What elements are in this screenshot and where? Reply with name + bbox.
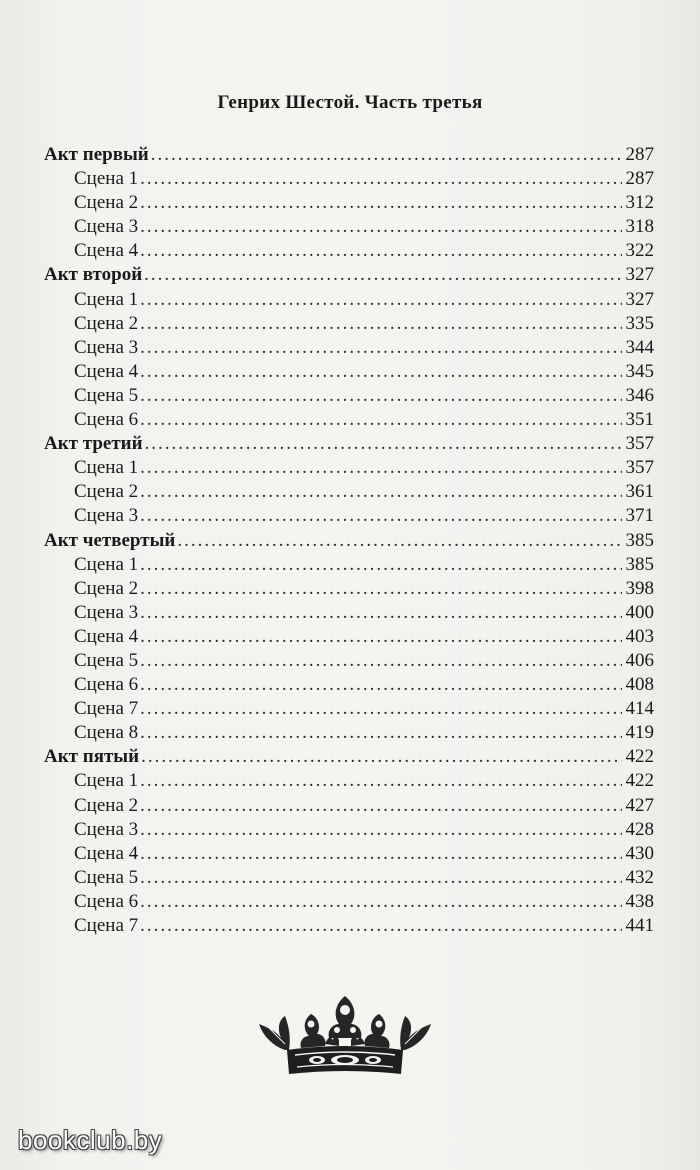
toc-entry-label: Акт пятый xyxy=(44,746,140,768)
toc-page-number: 398 xyxy=(625,577,654,599)
toc-page-number: 287 xyxy=(625,168,654,190)
toc-page-number: 422 xyxy=(625,746,654,768)
toc-entry-label: Сцена 6 xyxy=(74,409,139,431)
dot-leader xyxy=(140,215,621,239)
toc-page-number: 428 xyxy=(625,818,654,840)
toc-page-number: 438 xyxy=(625,890,654,912)
toc-entry-label: Акт второй xyxy=(44,264,143,286)
toc-page-number: 430 xyxy=(625,842,654,864)
toc-scene-entry xyxy=(44,794,654,818)
dot-leader xyxy=(140,625,621,649)
toc-entry-label: Сцена 5 xyxy=(74,866,139,888)
toc-scene-entry xyxy=(44,601,654,625)
toc-entry-label: Сцена 2 xyxy=(74,192,139,214)
toc-page-number: 403 xyxy=(625,625,654,647)
toc-scene-entry xyxy=(44,625,654,649)
toc-entry-label: Сцена 1 xyxy=(74,553,139,575)
toc-scene-entry xyxy=(44,215,654,239)
dot-leader xyxy=(151,143,622,167)
toc-entry-label: Акт четвертый xyxy=(44,529,176,551)
toc-page-number: 312 xyxy=(625,192,654,214)
toc-scene-entry xyxy=(44,914,654,938)
toc-act-entry xyxy=(44,745,654,769)
toc-page-number: 422 xyxy=(625,770,654,792)
dot-leader xyxy=(140,794,621,818)
dot-leader xyxy=(140,866,621,890)
dot-leader xyxy=(140,818,621,842)
dot-leader xyxy=(140,697,621,721)
toc-entry-label: Сцена 6 xyxy=(74,890,139,912)
dot-leader xyxy=(140,649,621,673)
toc-act-entry xyxy=(44,432,654,456)
toc-scene-entry xyxy=(44,577,654,601)
dot-leader xyxy=(140,914,621,938)
toc-entry-label: Сцена 4 xyxy=(74,240,139,262)
dot-leader xyxy=(140,890,621,914)
toc-entry-label: Сцена 4 xyxy=(74,625,139,647)
toc-page-number: 345 xyxy=(625,360,654,382)
toc-page-number: 432 xyxy=(625,866,654,888)
dot-leader xyxy=(177,529,621,553)
toc-entry-label: Сцена 7 xyxy=(74,698,139,720)
dot-leader xyxy=(140,288,621,312)
toc-entry-label: Сцена 1 xyxy=(74,770,139,792)
toc-scene-entry xyxy=(44,818,654,842)
toc-scene-entry xyxy=(44,239,654,263)
toc-entry-label: Сцена 3 xyxy=(74,505,139,527)
dot-leader xyxy=(140,601,621,625)
dot-leader xyxy=(140,384,621,408)
toc-scene-entry xyxy=(44,553,654,577)
toc-entry-label: Сцена 3 xyxy=(74,216,139,238)
toc-scene-entry xyxy=(44,336,654,360)
toc-page-number: 287 xyxy=(625,144,654,165)
toc-page-number: 385 xyxy=(625,529,654,551)
toc-entry-label: Сцена 2 xyxy=(74,577,139,599)
toc-entry-label: Сцена 5 xyxy=(74,649,139,671)
dot-leader xyxy=(140,191,621,215)
toc-page-number: 322 xyxy=(625,240,654,262)
toc-scene-entry xyxy=(44,360,654,384)
toc-page-number: 408 xyxy=(625,674,654,696)
toc-scene-entry xyxy=(44,504,654,528)
toc-page-number: 419 xyxy=(625,722,654,744)
toc-scene-entry xyxy=(44,167,654,191)
toc-page-number: 335 xyxy=(625,312,654,334)
watermark: bookclub.by xyxy=(18,1125,163,1155)
toc-entry-label: Сцена 7 xyxy=(74,915,139,936)
toc-scene-entry xyxy=(44,673,654,697)
dot-leader xyxy=(140,312,621,336)
toc-scene-entry xyxy=(44,480,654,504)
dot-leader xyxy=(145,432,622,456)
toc-page-number: 406 xyxy=(625,649,654,671)
dot-leader xyxy=(140,480,621,504)
toc-entry-label: Сцена 3 xyxy=(74,818,139,840)
toc-scene-entry xyxy=(44,769,654,793)
page-title: Генрих Шестой. Часть третья xyxy=(217,92,483,113)
toc-entry-label: Акт третий xyxy=(44,433,143,455)
toc-page-number: 351 xyxy=(625,409,654,431)
crown-icon xyxy=(255,988,435,1084)
toc-page-number: 427 xyxy=(625,794,654,816)
dot-leader xyxy=(144,263,621,287)
toc-act-entry xyxy=(44,263,654,287)
dot-leader xyxy=(141,745,621,769)
toc-entry-label: Сцена 8 xyxy=(74,722,139,744)
toc-act-entry xyxy=(44,143,654,167)
dot-leader xyxy=(140,577,621,601)
dot-leader xyxy=(140,336,621,360)
dot-leader xyxy=(140,673,621,697)
toc-scene-entry xyxy=(44,288,654,312)
toc-entry-label: Сцена 5 xyxy=(74,384,139,406)
toc-act-entry xyxy=(44,529,654,553)
toc-entry-label: Сцена 1 xyxy=(74,457,139,479)
dot-leader xyxy=(140,721,621,745)
toc-scene-entry xyxy=(44,721,654,745)
toc-scene-entry xyxy=(44,384,654,408)
toc-page-number: 371 xyxy=(625,505,654,527)
toc-page-number: 318 xyxy=(625,216,654,238)
toc-scene-entry xyxy=(44,866,654,890)
dot-leader xyxy=(140,408,621,432)
toc-page-number: 361 xyxy=(625,481,654,503)
toc-scene-entry xyxy=(44,408,654,432)
toc-scene-entry xyxy=(44,649,654,673)
dot-leader xyxy=(140,239,621,263)
toc-entry-label: Сцена 2 xyxy=(74,481,139,503)
toc-entry-label: Сцена 4 xyxy=(74,360,139,382)
dot-leader xyxy=(140,842,621,866)
toc-page-number: 327 xyxy=(625,264,654,286)
toc-scene-entry xyxy=(44,456,654,480)
toc-page-number: 385 xyxy=(625,553,654,575)
toc-entry-label: Акт первый xyxy=(44,144,149,165)
toc-scene-entry xyxy=(44,191,654,215)
toc-page-number: 441 xyxy=(625,915,654,936)
toc-page-number: 414 xyxy=(625,698,654,720)
toc-page-number: 357 xyxy=(625,433,654,455)
toc-page-number: 327 xyxy=(625,288,654,310)
toc-entry-label: Сцена 4 xyxy=(74,842,139,864)
table-of-contents xyxy=(44,143,654,938)
toc-scene-entry xyxy=(44,697,654,721)
dot-leader xyxy=(140,167,621,191)
toc-scene-entry xyxy=(44,890,654,914)
dot-leader xyxy=(140,504,621,528)
dot-leader xyxy=(140,456,621,480)
dot-leader xyxy=(140,553,621,577)
toc-entry-label: Сцена 2 xyxy=(74,794,139,816)
toc-entry-label: Сцена 3 xyxy=(74,601,139,623)
toc-entry-label: Сцена 6 xyxy=(74,674,139,696)
toc-page-number: 400 xyxy=(625,601,654,623)
toc-entry-label: Сцена 3 xyxy=(74,336,139,358)
dot-leader xyxy=(140,360,621,384)
toc-entry-label: Сцена 1 xyxy=(74,288,139,310)
toc-entry-label: Сцена 1 xyxy=(74,168,139,190)
toc-page-number: 346 xyxy=(625,384,654,406)
dot-leader xyxy=(140,769,621,793)
toc-scene-entry xyxy=(44,842,654,866)
toc-entry-label: Сцена 2 xyxy=(74,312,139,334)
toc-scene-entry xyxy=(44,312,654,336)
toc-page-number: 344 xyxy=(625,336,654,358)
toc-page-number: 357 xyxy=(625,457,654,479)
